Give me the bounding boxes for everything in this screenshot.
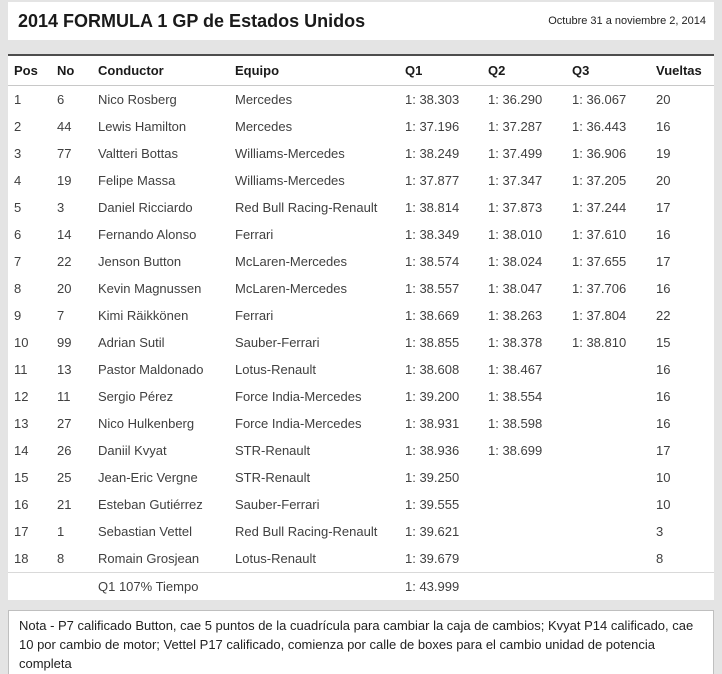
cell-q3: 1: 37.610	[572, 227, 627, 242]
table-row	[8, 545, 714, 573]
cell-q2: 1: 38.467	[488, 362, 543, 377]
cell-pos: 5	[14, 200, 22, 215]
cell-driver: Jenson Button	[98, 254, 182, 269]
cell-driver: Lewis Hamilton	[98, 119, 187, 134]
cell-no: 19	[57, 173, 72, 188]
cell-no: 26	[57, 443, 72, 458]
cell-no: 44	[57, 119, 72, 134]
cell-pos: 14	[14, 443, 29, 458]
cell-driver: Nico Hulkenberg	[98, 416, 195, 431]
cell-q2: 1: 38.598	[488, 416, 543, 431]
cell-pos: 13	[14, 416, 29, 431]
cell-team: McLaren-Mercedes	[235, 281, 347, 296]
cell-driver: Nico Rosberg	[98, 92, 177, 107]
cell-team: Ferrari	[235, 308, 274, 323]
col-header-pos: Pos	[8, 56, 57, 86]
cell-q2: 1: 37.347	[488, 173, 543, 188]
cell-q1: 1: 38.814	[405, 200, 460, 215]
cell-q3: 1: 38.810	[572, 335, 627, 350]
cell-q3	[572, 356, 656, 383]
cell-q1: 1: 38.855	[405, 335, 460, 350]
cell-pos: 6	[14, 227, 22, 242]
cell-q3: 1: 37.804	[572, 308, 627, 323]
title-bar	[8, 2, 714, 40]
q1-107-row	[8, 573, 714, 601]
cell-laps: 16	[656, 416, 671, 431]
cell-driver: Fernando Alonso	[98, 227, 197, 242]
cell-no: 1	[57, 524, 65, 539]
cell-q3	[572, 383, 656, 410]
cell-no: 13	[57, 362, 72, 377]
col-header-q2: Q2	[488, 56, 572, 86]
col-header-driver: Conductor	[98, 56, 235, 86]
cell-laps: 20	[656, 92, 671, 107]
cell-driver: Adrian Sutil	[98, 335, 165, 350]
cell-no: 7	[57, 308, 65, 323]
cell-team: McLaren-Mercedes	[235, 254, 347, 269]
cell-laps: 10	[656, 470, 671, 485]
table-row	[8, 410, 714, 437]
cell-laps: 10	[656, 497, 671, 512]
col-header-laps: Vueltas	[656, 56, 714, 86]
cell-laps: 3	[656, 524, 664, 539]
table-row	[8, 464, 714, 491]
cell-pos: 1	[14, 92, 22, 107]
cell-q3: 1: 37.205	[572, 173, 627, 188]
cell-pos: 8	[14, 281, 22, 296]
cell-q2: 1: 37.499	[488, 146, 543, 161]
cell-pos: 3	[14, 146, 22, 161]
cell-laps: 22	[656, 308, 671, 323]
cell-no: 25	[57, 470, 72, 485]
table-row	[8, 383, 714, 410]
cell-q1: 1: 38.931	[405, 416, 460, 431]
cell-no: 11	[57, 389, 71, 404]
table-row	[8, 518, 714, 545]
col-header-q1: Q1	[405, 56, 488, 86]
table-row	[8, 140, 714, 167]
cell-pos: 7	[14, 254, 22, 269]
cell-q2: 1: 38.378	[488, 335, 543, 350]
cell-q3	[572, 518, 656, 545]
cell-team: STR-Renault	[235, 443, 311, 458]
cell-q1: 1: 37.196	[405, 119, 460, 134]
cell-q3	[572, 464, 656, 491]
cell-driver: Kimi Räikkönen	[98, 308, 189, 323]
header-row	[8, 56, 714, 86]
cell-q3: 1: 36.443	[572, 119, 627, 134]
cell-team: Williams-Mercedes	[235, 173, 345, 188]
cell-no: 99	[57, 335, 72, 350]
cell-q1: 1: 39.621	[405, 524, 460, 539]
cell-empty	[57, 573, 98, 601]
cell-q3: 1: 37.706	[572, 281, 627, 296]
cell-q3: 1: 37.244	[572, 200, 627, 215]
cell-pos: 9	[14, 308, 22, 323]
event-date-range: Octubre 31 a noviembre 2, 2014	[548, 15, 706, 27]
col-header-q3: Q3	[572, 56, 656, 86]
cell-driver: Kevin Magnussen	[98, 281, 202, 296]
table-row	[8, 86, 714, 114]
cell-team: Lotus-Renault	[235, 551, 316, 566]
table-row	[8, 248, 714, 275]
cell-laps: 17	[656, 254, 671, 269]
results-table-container	[8, 54, 714, 600]
cell-laps: 16	[656, 119, 671, 134]
col-header-team: Equipo	[235, 56, 405, 86]
cell-driver: Esteban Gutiérrez	[98, 497, 203, 512]
cell-laps: 19	[656, 146, 671, 161]
cell-pos: 15	[14, 470, 29, 485]
cell-driver: Sebastian Vettel	[98, 524, 192, 539]
note-text: Nota - P7 calificado Button, cae 5 puntos de la cuadrícula para cambiar la caja de cambios; Kvyat P14 calificado, cae 10 por cambio de motor; Vettel P17 calificado, comienza por calle de boxes para el cambio unidad de potencia completa	[19, 618, 694, 671]
table-row	[8, 275, 714, 302]
cell-pos: 2	[14, 119, 22, 134]
results-tbody	[8, 86, 714, 573]
cell-laps: 8	[656, 551, 664, 566]
table-row	[8, 221, 714, 248]
cell-driver: Sergio Pérez	[98, 389, 174, 404]
cell-laps: 15	[656, 335, 671, 350]
cell-team: Force India-Mercedes	[235, 416, 362, 431]
cell-driver: Felipe Massa	[98, 173, 176, 188]
cell-q2: 1: 38.554	[488, 389, 543, 404]
cell-q1: 1: 37.877	[405, 173, 460, 188]
cell-q3	[572, 410, 656, 437]
cell-q1: 1: 38.303	[405, 92, 460, 107]
cell-q2: 1: 38.699	[488, 443, 543, 458]
cell-laps: 17	[656, 443, 671, 458]
cell-team: Force India-Mercedes	[235, 389, 362, 404]
cell-empty	[8, 573, 57, 601]
cell-q2: 1: 38.024	[488, 254, 543, 269]
cell-laps: 16	[656, 227, 671, 242]
cell-no: 20	[57, 281, 72, 296]
table-row	[8, 194, 714, 221]
cell-team: Red Bull Racing-Renault	[235, 524, 378, 539]
cell-team: Williams-Mercedes	[235, 146, 345, 161]
cell-laps: 16	[656, 281, 671, 296]
cell-q2: 1: 37.873	[488, 200, 543, 215]
cell-q1: 1: 39.679	[405, 551, 460, 566]
cell-pos: 12	[14, 389, 29, 404]
cell-pos: 18	[14, 551, 29, 566]
cell-no: 27	[57, 416, 72, 431]
table-row	[8, 356, 714, 383]
cell-team: Lotus-Renault	[235, 362, 316, 377]
cell-driver: Valtteri Bottas	[98, 146, 178, 161]
table-row	[8, 491, 714, 518]
cell-q1: 1: 38.936	[405, 443, 460, 458]
cell-q1: 1: 38.557	[405, 281, 460, 296]
cell-team: Mercedes	[235, 92, 293, 107]
cell-driver: Daniil Kvyat	[98, 443, 167, 458]
cell-no: 22	[57, 254, 72, 269]
cell-q2: 1: 38.010	[488, 227, 543, 242]
cell-no: 8	[57, 551, 65, 566]
cell-driver: Daniel Ricciardo	[98, 200, 193, 215]
cell-q1: 1: 38.574	[405, 254, 460, 269]
cell-team: Sauber-Ferrari	[235, 335, 320, 350]
cell-q1: 1: 39.555	[405, 497, 460, 512]
cell-pos: 17	[14, 524, 29, 539]
cell-pos: 4	[14, 173, 22, 188]
cell-team: Ferrari	[235, 227, 274, 242]
page	[0, 2, 722, 674]
cell-q1: 1: 39.250	[405, 470, 460, 485]
note-box	[8, 610, 714, 674]
cell-team: STR-Renault	[235, 470, 311, 485]
cell-driver: Romain Grosjean	[98, 551, 200, 566]
cell-q3	[572, 545, 656, 573]
cell-q2: 1: 37.287	[488, 119, 543, 134]
cell-driver: Jean-Eric Vergne	[98, 470, 198, 485]
cell-q3	[572, 491, 656, 518]
cell-q1: 1: 38.669	[405, 308, 460, 323]
cell-q2	[488, 491, 572, 518]
cell-empty	[488, 573, 572, 601]
cell-team: Sauber-Ferrari	[235, 497, 320, 512]
cell-q3: 1: 36.906	[572, 146, 627, 161]
cell-q2: 1: 36.290	[488, 92, 543, 107]
table-row	[8, 329, 714, 356]
cell-q1: 1: 38.349	[405, 227, 460, 242]
cell-team: Mercedes	[235, 119, 293, 134]
cell-no: 3	[57, 200, 65, 215]
cell-empty	[572, 573, 656, 601]
cell-q1: 1: 38.608	[405, 362, 460, 377]
cell-q2	[488, 464, 572, 491]
table-row	[8, 437, 714, 464]
cell-no: 21	[57, 497, 72, 512]
col-header-no: No	[57, 56, 98, 86]
cell-q2	[488, 518, 572, 545]
cell-laps: 16	[656, 362, 671, 377]
table-row	[8, 113, 714, 140]
cell-q2: 1: 38.263	[488, 308, 543, 323]
cell-no: 6	[57, 92, 65, 107]
cell-laps: 17	[656, 200, 671, 215]
results-table	[8, 56, 714, 600]
table-row	[8, 167, 714, 194]
cell-no: 14	[57, 227, 72, 242]
cell-q1: 1: 38.249	[405, 146, 460, 161]
cell-driver: Pastor Maldonado	[98, 362, 204, 377]
page-title: 2014 FORMULA 1 GP de Estados Unidos	[18, 10, 366, 31]
cell-q3: 1: 37.655	[572, 254, 627, 269]
cell-laps: 20	[656, 173, 671, 188]
q1-107-label: Q1 107% Tiempo	[98, 573, 235, 601]
q1-107-time: 1: 43.999	[405, 573, 488, 601]
cell-q2	[488, 545, 572, 573]
cell-q3: 1: 36.067	[572, 92, 627, 107]
cell-q2: 1: 38.047	[488, 281, 543, 296]
cell-pos: 16	[14, 497, 29, 512]
cell-no: 77	[57, 146, 72, 161]
cell-team: Red Bull Racing-Renault	[235, 200, 378, 215]
cell-pos: 10	[14, 335, 29, 350]
cell-laps: 16	[656, 389, 671, 404]
cell-empty	[235, 573, 405, 601]
cell-q3	[572, 437, 656, 464]
cell-empty	[656, 573, 714, 601]
cell-pos: 11	[14, 362, 28, 377]
cell-q1: 1: 39.200	[405, 389, 460, 404]
table-row	[8, 302, 714, 329]
